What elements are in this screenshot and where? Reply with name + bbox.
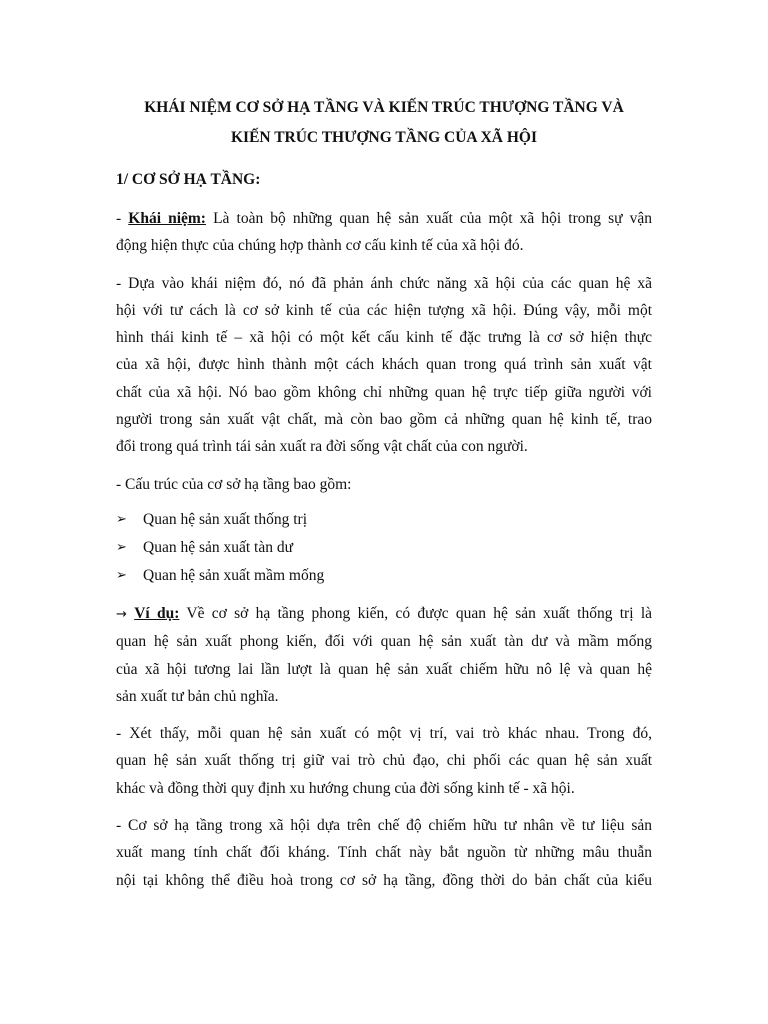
list-item: ➢ Quan hệ sản xuất tàn dư — [116, 534, 652, 562]
structure-intro: - Cấu trúc của cơ sở hạ tầng bao gồm: — [116, 475, 352, 493]
title-line-1: KHÁI NIỆM CƠ SỞ HẠ TẦNG VÀ KIẾN TRÚC THƯỢNG TẦNG VÀ — [144, 99, 624, 116]
concept-label: Khái niệm: — [128, 210, 206, 227]
concept-paragraph: - Khái niệm: Là toàn bộ những quan hệ sản xuất của một xã hội trong sự vận động hiện thực của chúng hợp thành cơ cấu kinh tế của xã hội đó. — [116, 210, 652, 255]
list-item: ➢ Quan hệ sản xuất thống trị — [116, 506, 652, 534]
title-line-2: KIẾN TRÚC THƯỢNG TẦNG CỦA XÃ HỘI — [230, 129, 538, 146]
explanation-paragraph: - Dựa vào khái niệm đó, nó đã phản ánh chức năng xã hội của các quan hệ xã hội với tư cách là cơ sở kinh tế của các hiện tượng xã hội. Đúng vậy, mỗi một hình thái kinh tế – xã hội có một kết cấu kinh tế đặc trưng là cơ sở hiện thực của xã hội, được hình thành một cách khách quan trong quá trình sản xuất vật chất của xã hội. Nó bao gồm không chỉ những quan hệ trực tiếp giữa người với người trong sản xuất vật chất, mà còn bao gồm cả những quan hệ kinh tế, trao đổi trong quá trình tái sản xuất ra đời sống vật chất của con người. — [116, 274, 652, 456]
arrow-bullet-icon: ➢ — [116, 539, 127, 555]
arrow-bullet-icon: ➢ — [116, 511, 127, 527]
right-arrow-icon: → — [116, 606, 127, 622]
document-title — [116, 93, 652, 153]
role-paragraph: - Xét thấy, mỗi quan hệ sản xuất có một vị trí, vai trò khác nhau. Trong đó, quan hệ sản xuất thống trị giữ vai trò chủ đạo, chi phối các quan hệ sản xuất khác và đồng thời quy định xu hướng chung của đời sống kinh tế - xã hội. — [116, 725, 652, 797]
antagonism-paragraph: - Cơ sở hạ tầng trong xã hội dựa trên chế độ chiếm hữu tư nhân về tư liệu sản xuất mang tính chất đối kháng. Tính chất này bắt nguồn từ những mâu thuẫn nội tại không thể điều hoà trong cơ sở hạ tầng, đồng thời do bản chất của kiểu — [116, 817, 652, 889]
section-heading: 1/ CƠ SỞ HẠ TẦNG: — [116, 171, 261, 188]
list-item: ➢ Quan hệ sản xuất mầm mống — [116, 562, 652, 590]
arrow-bullet-icon: ➢ — [116, 567, 127, 583]
structure-list — [116, 506, 652, 590]
example-label: Ví dụ: — [134, 604, 180, 622]
document-page — [116, 0, 652, 894]
example-paragraph: → Ví dụ: Về cơ sở hạ tầng phong kiến, có được quan hệ sản xuất thống trị là quan hệ sản xuất phong kiến, đối với quan hệ sản xuất tàn dư và mầm mống của xã hội tương lai lần lượt là quan hệ sản xuất chiếm hữu nô lệ và quan hệ sản xuất tư bản chủ nghĩa. — [116, 604, 653, 705]
